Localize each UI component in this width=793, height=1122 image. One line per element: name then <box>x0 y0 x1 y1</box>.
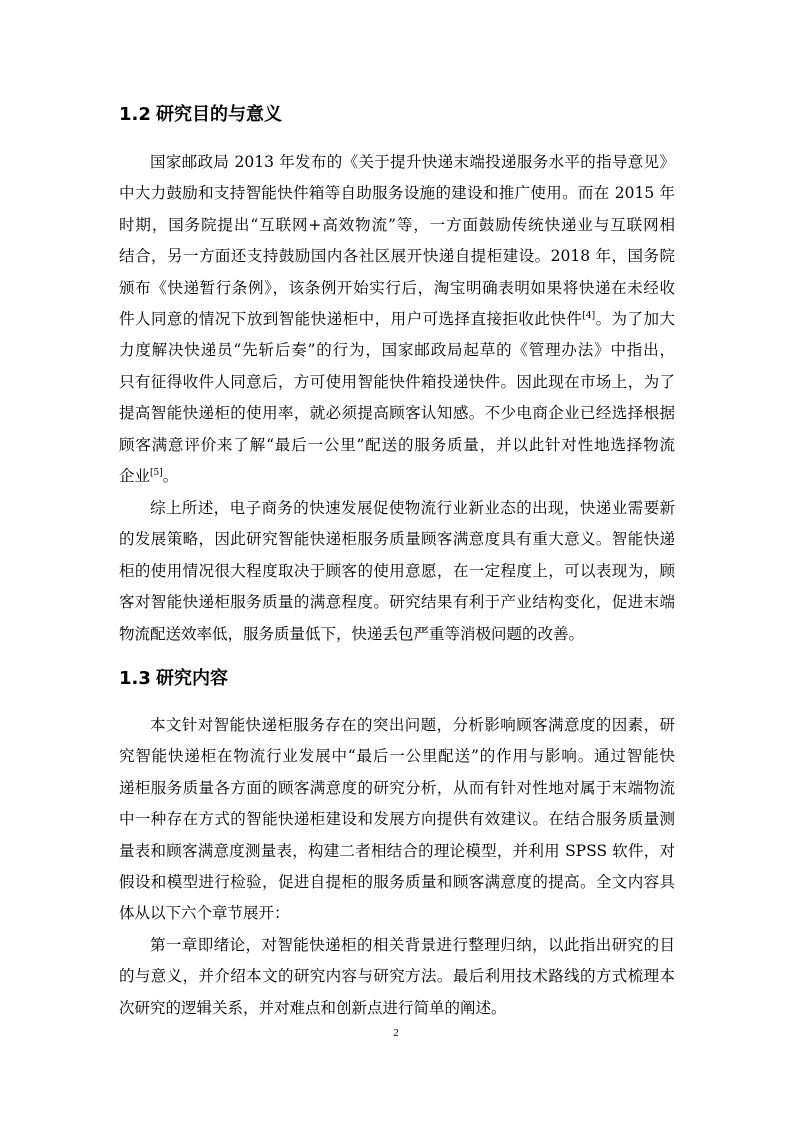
text-line: 柜的使用情况很大程度取决于顾客的使用意愿，在一定程度上，可以表现为，顾 <box>119 561 675 580</box>
text-line: 物流配送效率低，服务质量低下，快递丢包严重等消极问题的改善。 <box>119 624 585 643</box>
paragraph-research-content <box>119 710 675 930</box>
text-line-with-citation <box>119 461 675 492</box>
citation-4: [4] <box>582 311 596 322</box>
text-line: 综上所述，电子商务的快速发展促使物流行业新业态的出现，快递业需要新 <box>150 499 675 517</box>
text-segment: 企业 <box>119 467 151 486</box>
section-title: 研究内容 <box>156 668 228 689</box>
text-line: 提高智能快递柜的使用率，就必须提高顾客认知感。不少电商企业已经选择根据 <box>119 404 675 423</box>
text-line: 次研究的逻辑关系，并对难点和创新点进行简单的阐述。 <box>119 998 507 1017</box>
section-heading-1-2 <box>119 103 282 127</box>
text-line: 力度解决快递员“先斩后奏”的行为，国家邮政局起草的《管理办法》中指出， <box>119 341 675 360</box>
text-line: 时期，国务院提出“互联网+高效物流”等，一方面鼓励传统快递业与互联网相 <box>119 215 675 234</box>
text-line: 的与意义，并介绍本文的研究内容与研究方法。最后利用技术路线的方式梳理本 <box>119 967 675 986</box>
citation-5: [5] <box>150 468 163 479</box>
text-line: 量表和顾客满意度测量表，构建二者相结合的理论模型，并利用 SPSS 软件，对 <box>119 841 675 860</box>
text-line-with-citation <box>119 304 675 335</box>
paragraph-significance <box>119 493 675 650</box>
section-title: 研究目的与意义 <box>156 104 282 125</box>
section-number: 1.3 <box>119 668 151 689</box>
text-line: 颁布《快递暂行条例》，该条例开始实行后，淘宝明确表明如果将快递在未经收 <box>119 278 675 297</box>
text-line: 客对智能快递柜服务质量的满意程度。研究结果有利于产业结构变化，促进末端 <box>119 593 675 612</box>
text-line: 递柜服务质量各方面的顾客满意度的研究分析，从而有针对性地对属于末端物流 <box>119 778 675 797</box>
text-line: 顾客满意评价来了解“最后一公里”配送的服务质量，并以此针对性地选择物流 <box>119 435 675 454</box>
text-line: 假设和模型进行检验，促进自提柜的服务质量和顾客满意度的提高。全文内容具 <box>119 873 675 892</box>
paragraph-chapter-one <box>119 930 675 1024</box>
text-line: 只有征得收件人同意后，方可使用智能快件箱投递快件。因此现在市场上，为了 <box>119 372 675 391</box>
text-line: 的发展策略，因此研究智能快递柜服务质量顾客满意度具有重大意义。智能快递 <box>119 530 675 549</box>
section-heading-1-3 <box>119 667 228 691</box>
text-line: 国家邮政局 2013 年发布的《关于提升快递末端投递服务水平的指导意见》 <box>150 153 675 171</box>
text-line: 结合，另一方面还支持鼓励国内各社区展开快递自提柜建设。2018 年，国务院 <box>119 247 675 266</box>
text-segment: 。 <box>162 467 179 486</box>
text-line: 中大力鼓励和支持智能快件箱等自助服务设施的建设和推广使用。而在 2015 年 <box>119 184 675 203</box>
paragraph-background <box>119 147 675 492</box>
text-line: 体从以下六个章节展开： <box>119 904 290 923</box>
page-number: 2 <box>393 1027 399 1039</box>
section-number: 1.2 <box>119 104 151 125</box>
text-line: 本文针对智能快递柜服务存在的突出问题，分析影响顾客满意度的因素，研 <box>150 716 675 734</box>
text-line: 第一章即绪论，对智能快递柜的相关背景进行整理归纳，以此指出研究的目 <box>150 936 675 954</box>
text-segment: 件人同意的情况下放到智能快递柜中，用户可选择直接拒收此快件 <box>119 310 583 329</box>
text-line: 究智能快递柜在物流行业发展中“最后一公里配送”的作用与影响。通过智能快 <box>119 747 675 766</box>
text-segment: 。为了加大 <box>595 310 675 329</box>
text-line: 中一种存在方式的智能快递柜建设和发展方向提供有效建议。在结合服务质量测 <box>119 810 675 829</box>
